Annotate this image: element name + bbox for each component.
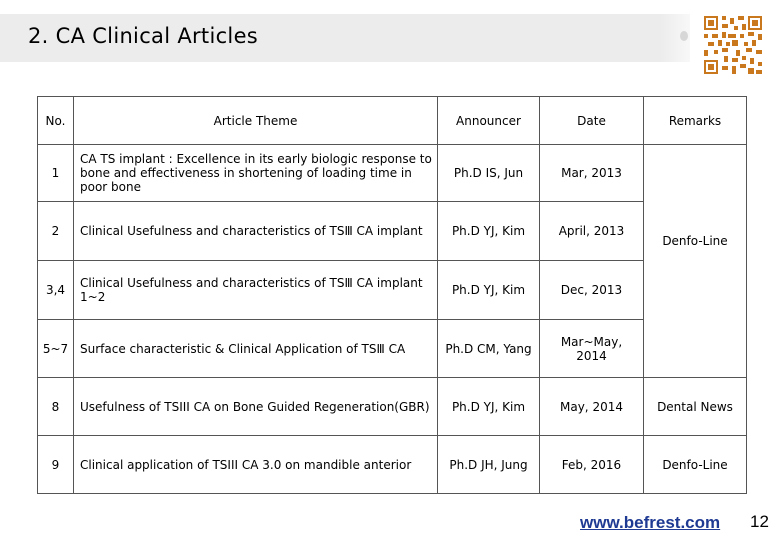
column-header-remarks: Remarks <box>644 97 747 145</box>
cell-theme: Usefulness of TSIII CA on Bone Guided Regeneration(GBR) <box>74 378 438 436</box>
cell-no: 1 <box>38 145 74 202</box>
cell-date: April, 2013 <box>540 202 644 261</box>
cell-remarks: Dental News <box>644 378 747 436</box>
cell-date: May, 2014 <box>540 378 644 436</box>
cell-no: 8 <box>38 378 74 436</box>
qr-code-icon <box>704 16 762 74</box>
cell-announcer: Ph.D JH, Jung <box>438 436 540 494</box>
remarks-merged-label: Denfo-Line <box>662 234 728 248</box>
cell-no: 5~7 <box>38 320 74 378</box>
cell-announcer: Ph.D YJ, Kim <box>438 261 540 320</box>
table-row <box>38 202 747 261</box>
column-header-date: Date <box>540 97 644 145</box>
cell-announcer: Ph.D CM, Yang <box>438 320 540 378</box>
table-row <box>38 145 747 202</box>
decorative-dot <box>680 31 688 41</box>
cell-no: 2 <box>38 202 74 261</box>
cell-date: Feb, 2016 <box>540 436 644 494</box>
cell-theme: CA TS implant : Excellence in its early biologic response to bone and effectiveness in shortening of loading time in poor bone <box>74 145 438 202</box>
table-row <box>38 320 747 378</box>
cell-date: Mar~May, 2014 <box>540 320 644 378</box>
column-header-theme: Article Theme <box>74 97 438 145</box>
column-header-no: No. <box>38 97 74 145</box>
page-number: 12 <box>750 512 769 531</box>
cell-date: Mar, 2013 <box>540 145 644 202</box>
table-row <box>38 378 747 436</box>
page-title: 2. CA Clinical Articles <box>28 24 259 48</box>
cell-theme: Clinical application of TSIII CA 3.0 on mandible anterior <box>74 436 438 494</box>
cell-announcer: Ph.D YJ, Kim <box>438 202 540 261</box>
cell-no: 9 <box>38 436 74 494</box>
cell-theme: Clinical Usefulness and characteristics of TSⅢ CA implant 1~2 <box>74 261 438 320</box>
cell-date: Dec, 2013 <box>540 261 644 320</box>
column-header-announcer: Announcer <box>438 97 540 145</box>
articles-table <box>37 96 747 494</box>
cell-announcer: Ph.D YJ, Kim <box>438 378 540 436</box>
cell-theme: Clinical Usefulness and characteristics of TSⅢ CA implant <box>74 202 438 261</box>
cell-theme: Surface characteristic & Clinical Application of TSⅢ CA <box>74 320 438 378</box>
website-link[interactable]: www.befrest.com <box>580 513 721 532</box>
cell-announcer: Ph.D IS, Jun <box>438 145 540 202</box>
table-row <box>38 261 747 320</box>
cell-no: 3,4 <box>38 261 74 320</box>
cell-remarks-merged <box>644 145 747 378</box>
table-row <box>38 436 747 494</box>
cell-remarks: Denfo-Line <box>644 436 747 494</box>
table-header-row <box>38 97 747 145</box>
